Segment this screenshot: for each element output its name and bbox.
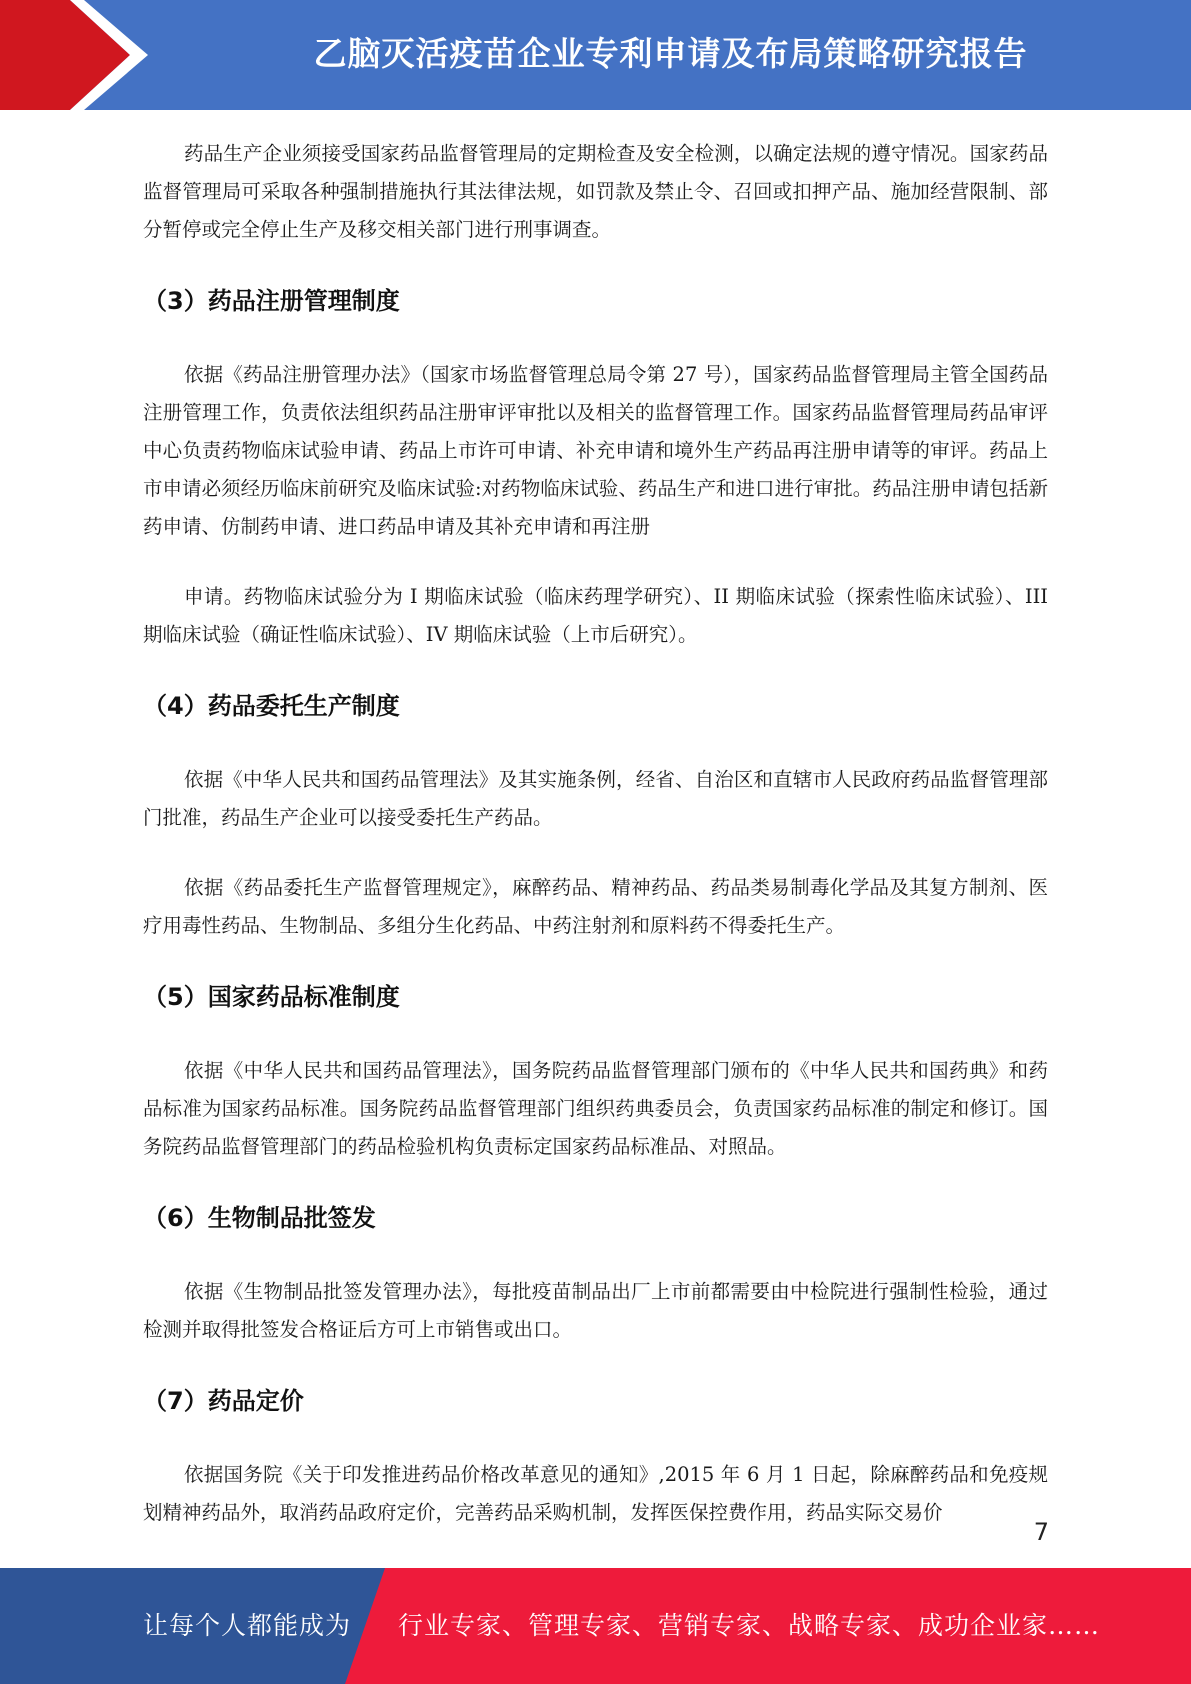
footer-slogan-right: 行业专家、管理专家、营销专家、战略专家、成功企业家…… [398,1611,1101,1640]
section-heading: （4）药品委托生产制度 [143,692,400,720]
document-body [143,135,1048,1532]
paragraph: 依据《中华人民共和国药品管理法》，国务院药品监督管理部门颁布的《中华人民共和国药典》和药品标准为国家药品标准。国务院药品监督管理部门组织药典委员会，负责国家药品标准的制定和修订。国务院药品监督管理部门的药品检验机构负责标定国家药品标准品、对照品。 [143,1059,1048,1158]
section-heading: （6）生物制品批签发 [143,1204,376,1232]
page-header [0,0,1191,110]
section-heading: （7）药品定价 [143,1387,304,1415]
section-heading: （3）药品注册管理制度 [143,287,400,315]
footer-slogan-left: 让每个人都能成为 [143,1611,352,1640]
report-title: 乙脑灭活疫苗企业专利申请及布局策略研究报告 [313,34,1028,73]
paragraph: 依据《生物制品批签发管理办法》，每批疫苗制品出厂上市前都需要由中检院进行强制性检验，通过检测并取得批签发合格证后方可上市销售或出口。 [143,1280,1048,1341]
section-drug-registration [143,281,1048,654]
paragraph: 依据《药品注册管理办法》（国家市场监督管理总局令第 27 号），国家药品监督管理局主管全国药品注册管理工作，负责依法组织药品注册审评审批以及相关的监督管理工作。国家药品监督管理局药品审评中心负责药物临床试验申请、药品上市许可申请、补充申请和境外生产药品再注册申请等的审评。药品上市申请必须经历临床前研究及临床试验:对药物临床试验、药品生产和进口进行审批。药品注册申请包括新药申请、仿制药申请、进口药品申请及其补充申请和再注册 [143,363,1048,538]
page-footer [0,1568,1191,1684]
section-drug-pricing [143,1381,1048,1532]
section-contract-manufacturing [143,686,1048,945]
paragraph: 申请。药物临床试验分为 I 期临床试验（临床药理学研究）、II 期临床试验（探索性临床试验）、III 期临床试验（确证性临床试验）、IV 期临床试验（上市后研究）。 [143,585,1048,646]
paragraph: 依据国务院《关于印发推进药品价格改革意见的通知》,2015 年 6 月 1 日起，除麻醉药品和免疫规划精神药品外，取消药品政府定价，完善药品采购机制，发挥医保控费作用，药品实际交易价 [143,1463,1048,1524]
section-national-standards [143,977,1048,1166]
paragraph: 药品生产企业须接受国家药品监督管理局的定期检查及安全检测，以确定法规的遵守情况。国家药品监督管理局可采取各种强制措施执行其法律法规，如罚款及禁止令、召回或扣押产品、施加经营限制、部分暂停或完全停止生产及移交相关部门进行刑事调查。 [143,142,1048,241]
paragraph: 依据《药品委托生产监督管理规定》，麻醉药品、精神药品、药品类易制毒化学品及其复方制剂、医疗用毒性药品、生物制品、多组分生化药品、中药注射剂和原料药不得委托生产。 [143,876,1048,937]
section-heading: （5）国家药品标准制度 [143,983,400,1011]
page-number: 7 [1033,1518,1049,1546]
section-intro [143,135,1048,249]
paragraph: 依据《中华人民共和国药品管理法》及其实施条例，经省、自治区和直辖市人民政府药品监督管理部门批准，药品生产企业可以接受委托生产药品。 [143,768,1048,829]
section-batch-release [143,1198,1048,1349]
